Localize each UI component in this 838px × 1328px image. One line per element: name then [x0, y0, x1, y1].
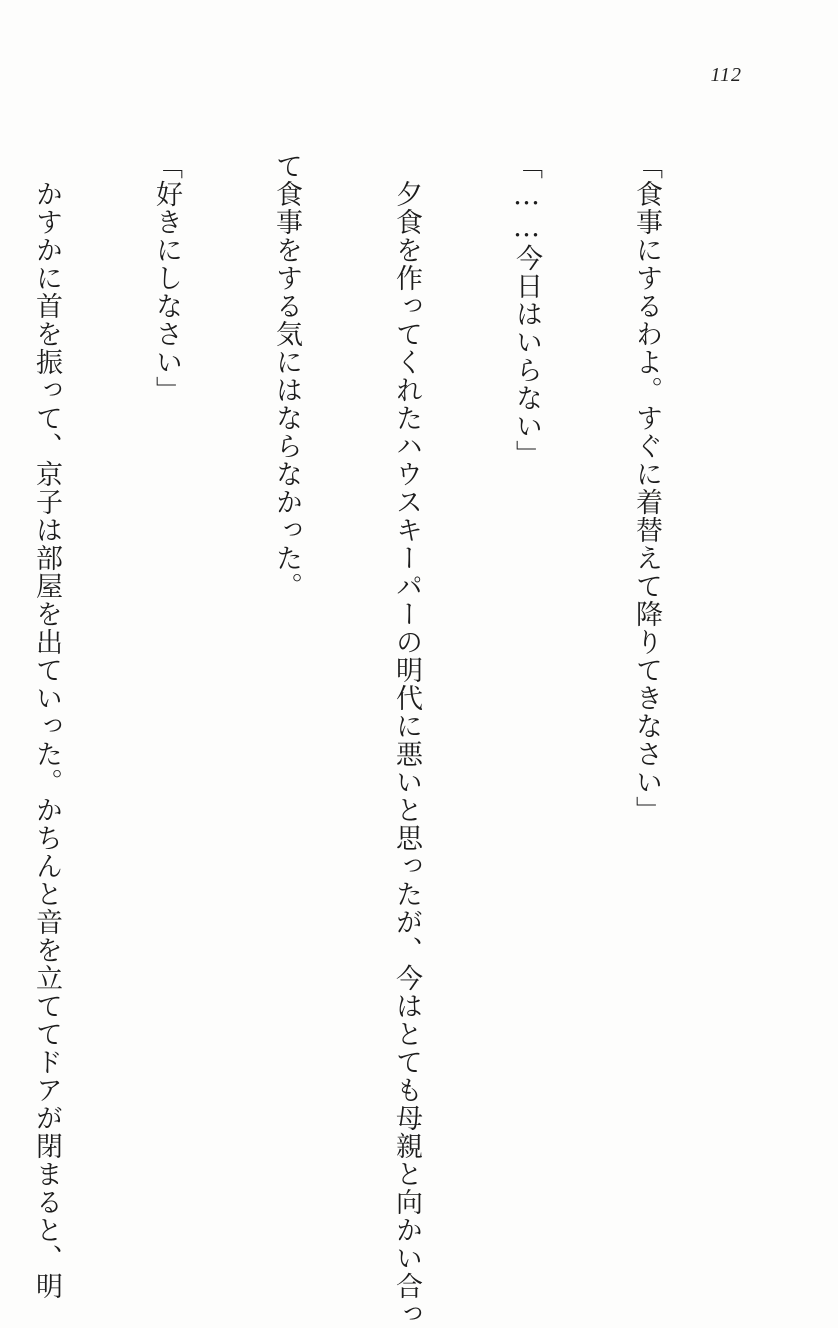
text-line: て食事をする気にはならなかった。	[271, 152, 302, 600]
text-line: 「……今日はいらない」	[511, 152, 542, 468]
text-line: 「好きにしなさい」	[151, 152, 182, 404]
text-line: 夕食を作ってくれたハウスキーパーの明代に悪いと思ったが、今はとても母親と向かい合っ	[391, 152, 422, 1328]
vertical-text-body	[0, 152, 746, 1328]
text-line: 「食事にするわよ。すぐに着替えて降りてきなさい」	[631, 152, 662, 824]
text-line: かすかに首を振って、京子は部屋を出ていった。かちんと音を立ててドアが閉まると、明	[31, 152, 62, 1300]
page-number: 112	[710, 64, 742, 86]
